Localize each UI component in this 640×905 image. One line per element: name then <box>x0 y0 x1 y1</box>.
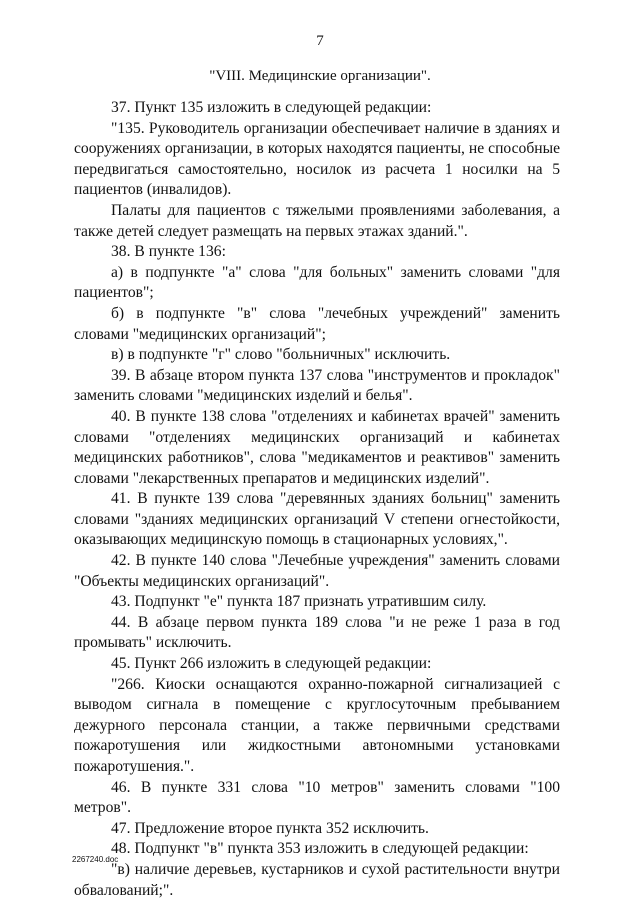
paragraph: 46. В пункте 331 слова "10 метров" заменить словами "100 метров". <box>74 778 560 817</box>
paragraph: 48. Подпункт "в" пункта 353 изложить в следующей редакции: <box>111 840 529 858</box>
paragraph: 42. В пункте 140 слова "Лечебные учреждения" заменить словами "Объекты медицинских организаций". <box>74 552 560 590</box>
paragraph: 47. Предложение второе пункта 352 исключить. <box>111 819 429 837</box>
paragraph: а) в подпункте "а" слова "для больных" заменить словами "для пациентов"; <box>74 263 560 302</box>
paragraph: "135. Руководитель организации обеспечивает наличие в зданиях и сооружениях организации, в которых находятся пациенты, не способные передвигаться самостоятельно, носилок из расчета 1 носилки на 5 пациентов (инвалидов). <box>74 119 560 199</box>
section-heading: "VIII. Медицинские организации". <box>209 68 431 84</box>
page-number: 7 <box>316 33 324 49</box>
paragraph: 40. В пункте 138 слова "отделениях и кабинетах врачей" заменить словами "отделениях медицинских организаций и кабинетах медицинских работников", слова "медикаментов и реактивов" заменить словами "лекарственных препаратов и медицинских изделий". <box>74 407 560 487</box>
paragraph: б) в подпункте "в" слова "лечебных учреждений" заменить словами "медицинских организаций"; <box>74 304 560 343</box>
paragraph: 37. Пункт 135 изложить в следующей редакции: <box>111 99 432 116</box>
paragraph: 39. В абзаце втором пункта 137 слова "инструментов и прокладок" заменить словами "медицинских изделий и белья". <box>74 366 560 405</box>
document-body <box>74 98 560 901</box>
paragraph: в) в подпункте "г" слово "больничных" исключить. <box>111 346 451 364</box>
paragraph: "в) наличие деревьев, кустарников и сухой растительности внутри обвалований;". <box>74 860 560 899</box>
paragraph: 43. Подпункт "е" пункта 187 признать утратившим силу. <box>111 593 487 611</box>
paragraph: 38. В пункте 136: <box>111 243 226 261</box>
paragraph: 45. Пункт 266 изложить в следующей редакции: <box>111 655 432 673</box>
footer-filename: 2267240.doc <box>72 855 119 864</box>
paragraph: 41. В пункте 139 слова "деревянных зданиях больниц" заменить словами "зданиях медицинских организаций V степени огнестойкости, оказывающих медицинскую помощь в стационарных условиях,". <box>74 490 560 549</box>
paragraph: "266. Киоски оснащаются охранно-пожарной сигнализацией с выводом сигнала в помещение с круглосуточным пребыванием дежурного персонала станции, а также первичными средствами пожаротушения или жидкостными автономными установками пожаротушения.". <box>74 675 560 775</box>
paragraph: 44. В абзаце первом пункта 189 слова "и не реже 1 раза в год промывать" исключить. <box>74 613 560 652</box>
paragraph: Палаты для пациентов с тяжелыми проявлениями заболевания, а также детей следует размещать на первых этажах зданий.". <box>74 201 560 240</box>
